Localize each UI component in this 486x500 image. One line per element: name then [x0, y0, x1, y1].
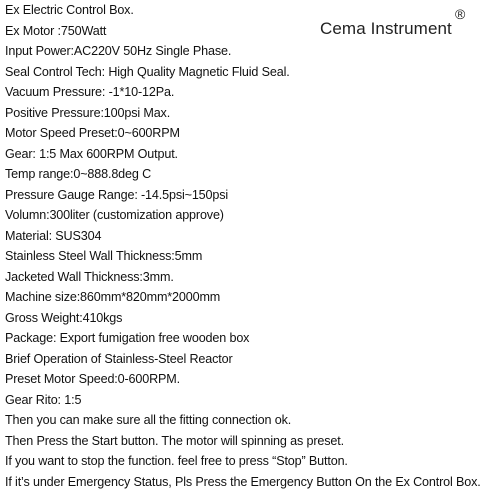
spec-line: Ex Electric Control Box.: [5, 3, 134, 17]
spec-line: Then you can make sure all the fitting connection ok.: [5, 413, 292, 427]
spec-line: Material: SUS304: [5, 228, 102, 243]
spec-line: Package: Export fumigation free wooden box: [5, 331, 250, 345]
spec-line: Jacketed Wall Thickness:3mm.: [5, 269, 174, 284]
spec-line: Then Press the Start button. The motor will spinning as preset.: [5, 433, 344, 448]
spec-line: Vacuum Pressure: -1*10-12Pa.: [5, 85, 175, 99]
spec-line: Gear Rito: 1:5: [5, 392, 82, 407]
spec-line: Motor Speed Preset:0~600RPM: [5, 126, 180, 140]
spec-line: Preset Motor Speed:0-600RPM.: [5, 372, 180, 386]
brand-name: Cema Instrument: [320, 19, 452, 38]
spec-line: Seal Control Tech: High Quality Magnetic Fluid Seal.: [5, 64, 290, 79]
spec-line: Positive Pressure:100psi Max.: [5, 105, 171, 120]
spec-line: Gross Weight:410kgs: [5, 310, 123, 325]
spec-line: Machine size:860mm*820mm*2000mm: [5, 290, 221, 304]
spec-line: Brief Operation of Stainless-Steel Reactor: [5, 351, 233, 366]
spec-line: Volumn:300liter (customization approve): [5, 208, 224, 222]
spec-line: Stainless Steel Wall Thickness:5mm: [5, 249, 203, 263]
spec-line: If you want to stop the function. feel free to press “Stop” Button.: [5, 454, 348, 468]
spec-line: Gear: 1:5 Max 600RPM Output.: [5, 146, 178, 161]
spec-line: Temp range:0~888.8deg C: [5, 167, 152, 181]
spec-line: Pressure Gauge Range: -14.5psi~150psi: [5, 187, 229, 202]
spec-line: Ex Motor :750Watt: [5, 23, 107, 38]
spec-line: Input Power:AC220V 50Hz Single Phase.: [5, 44, 232, 58]
spec-line: If it’s under Emergency Status, Pls Press the Emergency Button On the Ex Control Box.: [5, 474, 481, 489]
registered-mark: ®: [455, 6, 466, 22]
